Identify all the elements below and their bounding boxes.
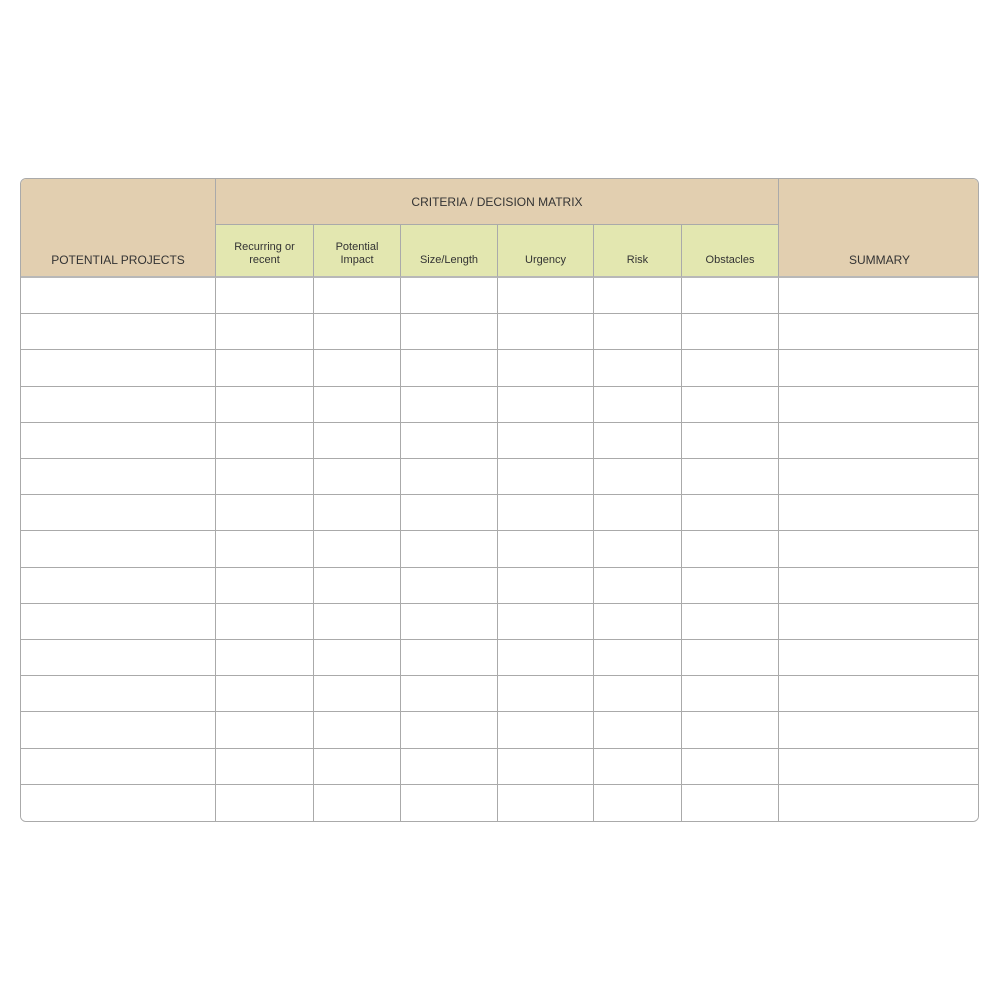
table-cell-r8-c6[interactable] [594,531,682,568]
table-cell-r6-c7[interactable] [682,459,779,495]
header-label: POTENTIAL PROJECTS [51,253,185,267]
table-cell-r13-c2[interactable] [216,712,314,749]
criteria-header-1 [314,225,401,278]
table-cell-r9-c6[interactable] [594,568,682,604]
table-cell-r10-c1[interactable] [21,604,216,640]
table-cell-r14-c2[interactable] [216,749,314,785]
table-cell-r8-c7[interactable] [682,531,779,568]
table-cell-r2-c5[interactable] [498,314,594,350]
table-cell-r10-c2[interactable] [216,604,314,640]
table-cell-r11-c3[interactable] [314,640,401,676]
table-cell-r14-c6[interactable] [594,749,682,785]
table-cell-r12-c1[interactable] [21,676,216,712]
table-cell-r9-c5[interactable] [498,568,594,604]
table-cell-r7-c1[interactable] [21,495,216,531]
table-cell-r14-c4[interactable] [401,749,498,785]
table-cell-r1-c1[interactable] [21,278,216,314]
table-cell-r10-c5[interactable] [498,604,594,640]
table-cell-r11-c7[interactable] [682,640,779,676]
criteria-header-4 [594,225,682,278]
table-cell-r5-c4[interactable] [401,423,498,459]
header-criteria-decision-matrix [216,179,779,225]
criteria-label-line1: Urgency [525,254,566,266]
table-cell-r3-c3[interactable] [314,350,401,387]
table-cell-r15-c6[interactable] [594,785,682,821]
table-cell-r3-c4[interactable] [401,350,498,387]
table-cell-r10-c8[interactable] [779,604,979,640]
header-summary [779,179,979,278]
table-cell-r15-c8[interactable] [779,785,979,821]
table-cell-r1-c5[interactable] [498,278,594,314]
table-cell-r11-c4[interactable] [401,640,498,676]
table-cell-r9-c1[interactable] [21,568,216,604]
table-cell-r6-c5[interactable] [498,459,594,495]
criteria-label-line1: Potential [335,241,379,253]
header-label: CRITERIA / DECISION MATRIX [411,194,583,209]
criteria-label-line2: recent [249,254,280,266]
table-cell-r10-c7[interactable] [682,604,779,640]
table-cell-r13-c7[interactable] [682,712,779,749]
table-cell-r11-c6[interactable] [594,640,682,676]
table-cell-r5-c2[interactable] [216,423,314,459]
table-cell-r13-c4[interactable] [401,712,498,749]
table-cell-r9-c8[interactable] [779,568,979,604]
criteria-label-line1: Size/Length [419,254,479,266]
table-cell-r3-c6[interactable] [594,350,682,387]
criteria-header-2 [401,225,498,278]
table-cell-r12-c2[interactable] [216,676,314,712]
table-cell-r6-c3[interactable] [314,459,401,495]
table-cell-r14-c5[interactable] [498,749,594,785]
table-cell-r7-c8[interactable] [779,495,979,531]
criteria-header-0 [216,225,314,278]
criteria-label-line2: Impact [340,254,374,266]
criteria-label [234,241,295,267]
table-cell-r6-c2[interactable] [216,459,314,495]
table-cell-r1-c2[interactable] [216,278,314,314]
table-cell-r4-c7[interactable] [682,387,779,423]
table-cell-r15-c7[interactable] [682,785,779,821]
table-cell-r13-c8[interactable] [779,712,979,749]
table-cell-r9-c7[interactable] [682,568,779,604]
table-cell-r11-c1[interactable] [21,640,216,676]
table-cell-r8-c1[interactable] [21,531,216,568]
table-cell-r8-c4[interactable] [401,531,498,568]
table-cell-r8-c5[interactable] [498,531,594,568]
table-cell-r4-c5[interactable] [498,387,594,423]
table-cell-r5-c3[interactable] [314,423,401,459]
table-cell-r13-c5[interactable] [498,712,594,749]
table-cell-r3-c7[interactable] [682,350,779,387]
criteria-label [525,254,566,267]
table-cell-r5-c6[interactable] [594,423,682,459]
table-cell-r14-c7[interactable] [682,749,779,785]
table-cell-r2-c3[interactable] [314,314,401,350]
table-cell-r3-c8[interactable] [779,350,979,387]
table-cell-r4-c1[interactable] [21,387,216,423]
table-cell-r13-c1[interactable] [21,712,216,749]
criteria-label [706,254,755,267]
table-cell-r4-c4[interactable] [401,387,498,423]
criteria-label-line1: Risk [626,254,649,266]
table-cell-r15-c4[interactable] [401,785,498,821]
table-cell-r10-c3[interactable] [314,604,401,640]
table-cell-r9-c3[interactable] [314,568,401,604]
table-cell-r2-c2[interactable] [216,314,314,350]
table-cell-r11-c2[interactable] [216,640,314,676]
table-cell-r5-c5[interactable] [498,423,594,459]
table-cell-r12-c6[interactable] [594,676,682,712]
table-cell-r1-c8[interactable] [779,278,979,314]
table-cell-r3-c5[interactable] [498,350,594,387]
table-cell-r12-c8[interactable] [779,676,979,712]
table-cell-r5-c8[interactable] [779,423,979,459]
table-cell-r2-c6[interactable] [594,314,682,350]
table-cell-r9-c2[interactable] [216,568,314,604]
table-cell-r6-c1[interactable] [21,459,216,495]
decision-matrix-table [20,178,979,822]
table-cell-r8-c3[interactable] [314,531,401,568]
table-cell-r6-c6[interactable] [594,459,682,495]
table-cell-r4-c2[interactable] [216,387,314,423]
table-cell-r7-c5[interactable] [498,495,594,531]
criteria-header-5 [682,225,779,278]
table-cell-r6-c4[interactable] [401,459,498,495]
criteria-label [627,254,648,267]
criteria-label [420,254,478,267]
table-cell-r7-c4[interactable] [401,495,498,531]
table-cell-r11-c5[interactable] [498,640,594,676]
table-cell-r12-c7[interactable] [682,676,779,712]
table-cell-r3-c2[interactable] [216,350,314,387]
table-cell-r15-c1[interactable] [21,785,216,821]
criteria-label-line1: Recurring or [234,241,295,253]
table-cell-r4-c6[interactable] [594,387,682,423]
table-cell-r1-c7[interactable] [682,278,779,314]
table-cell-r12-c5[interactable] [498,676,594,712]
table-cell-r9-c4[interactable] [401,568,498,604]
table-cell-r14-c1[interactable] [21,749,216,785]
table-cell-r7-c3[interactable] [314,495,401,531]
table-cell-r3-c1[interactable] [21,350,216,387]
criteria-label [336,241,379,267]
table-cell-r10-c4[interactable] [401,604,498,640]
table-cell-r13-c3[interactable] [314,712,401,749]
table-cell-r5-c1[interactable] [21,423,216,459]
table-cell-r7-c6[interactable] [594,495,682,531]
table-cell-r2-c8[interactable] [779,314,979,350]
table-cell-r15-c2[interactable] [216,785,314,821]
criteria-header-3 [498,225,594,278]
header-label: SUMMARY [848,253,911,267]
table-cell-r1-c3[interactable] [314,278,401,314]
table-cell-r14-c3[interactable] [314,749,401,785]
table-cell-r14-c8[interactable] [779,749,979,785]
table-cell-r2-c4[interactable] [401,314,498,350]
table-cell-r6-c8[interactable] [779,459,979,495]
table-cell-r12-c4[interactable] [401,676,498,712]
table-cell-r2-c7[interactable] [682,314,779,350]
header-potential-projects [21,179,216,278]
table-cell-r10-c6[interactable] [594,604,682,640]
table-cell-r15-c5[interactable] [498,785,594,821]
table-cell-r5-c7[interactable] [682,423,779,459]
criteria-label-line1: Obstacles [705,254,755,266]
table-cell-r1-c4[interactable] [401,278,498,314]
table-cell-r7-c7[interactable] [682,495,779,531]
table-cell-r7-c2[interactable] [216,495,314,531]
table-cell-r11-c8[interactable] [779,640,979,676]
table-cell-r8-c2[interactable] [216,531,314,568]
table-cell-r1-c6[interactable] [594,278,682,314]
table-cell-r4-c8[interactable] [779,387,979,423]
table-cell-r4-c3[interactable] [314,387,401,423]
table-cell-r8-c8[interactable] [779,531,979,568]
table-cell-r12-c3[interactable] [314,676,401,712]
table-cell-r15-c3[interactable] [314,785,401,821]
table-cell-r2-c1[interactable] [21,314,216,350]
table-cell-r13-c6[interactable] [594,712,682,749]
